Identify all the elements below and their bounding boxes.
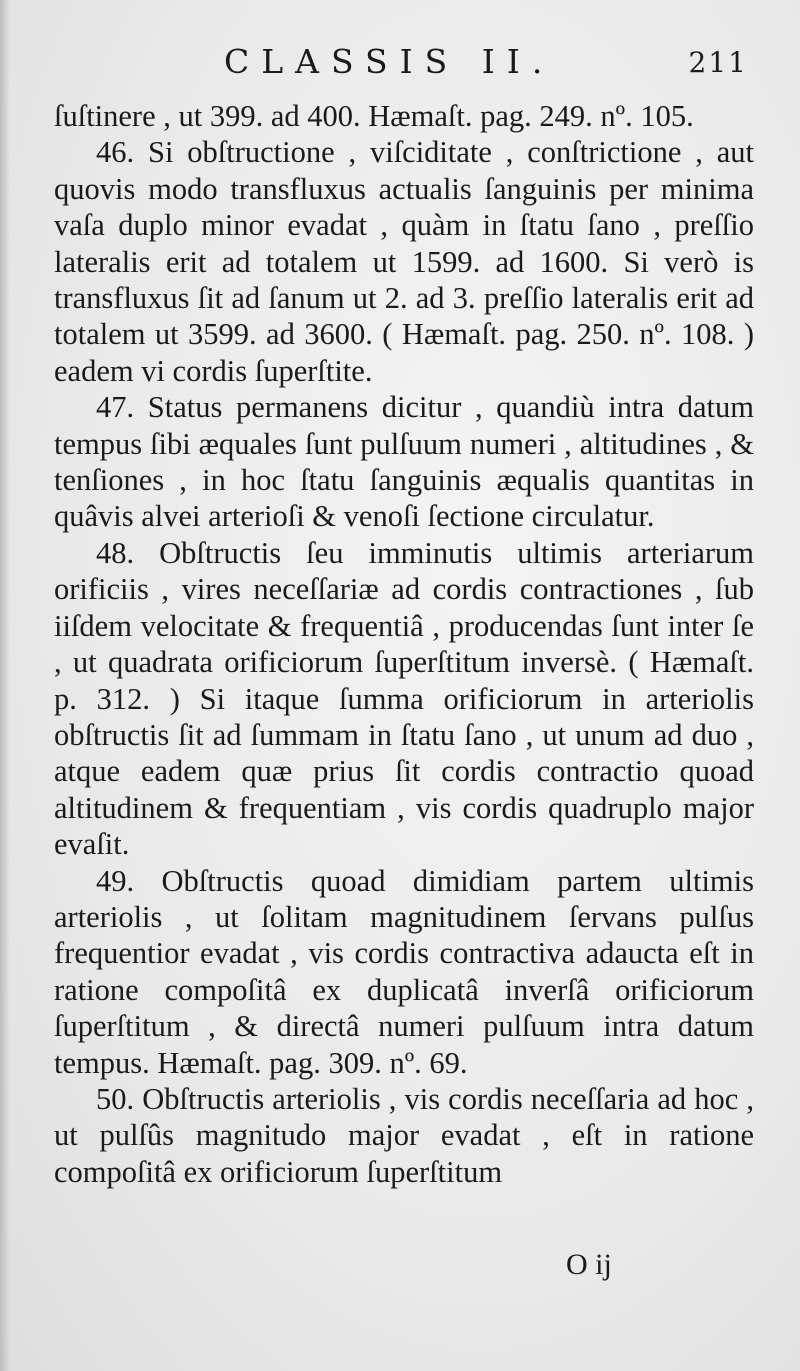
- continuation-paragraph: ſuſtinere , ut 399. ad 400. Hæmaſt. pag. 249. nº. 105.: [54, 99, 694, 133]
- running-head-title: CLASSIS II.: [224, 42, 555, 81]
- paragraph-50: 50. Obſtructis arteriolis , vis cordis neceſſaria ad hoc , ut pulſûs magnitudo major evadat , eſt in ratione compoſitâ ex orificiorum ſuperſtitum: [54, 1081, 754, 1189]
- paragraph-46: 46. Si obſtructione , viſciditate , conſtrictione , aut quovis modo transfluxus actualis ſanguinis per minima vaſa duplo minor evadat , quàm in ſtatu ſano , preſſio lateralis erit ad totalem ut 1599. ad 1600. Si verò is transfluxus ſit ad ſanum ut 2. ad 3. preſſio lateralis erit ad totalem ut 3599. ad 3600. ( Hæmaſt. pag. 250. nº. 108. ) eadem vi cordis ſuperſtite.: [54, 135, 754, 388]
- page-gutter-shadow: [0, 0, 10, 1371]
- paragraph-49: 49. Obſtructis quoad dimidiam partem ultimis arteriolis , ut ſolitam magnitudinem ſervans pulſus frequentior evadat , vis cordis contractiva adaucta eſt in ratione compoſitâ ex duplicatâ inverſâ orificiorum ſuperſtitum , & directâ numeri pulſuum intra datum tempus. Hæmaſt. pag. 309. nº. 69.: [54, 863, 754, 1080]
- page-number: 211: [688, 46, 748, 79]
- running-head: [54, 42, 754, 98]
- signature-mark: O ij: [566, 1248, 612, 1281]
- body-text: [54, 98, 754, 1190]
- paragraph-47: 47. Status permanens dicitur , quandiù intra datum tempus ſibi æquales ſunt pulſuum numeri , altitudines , & tenſiones , in hoc ſtatu ſanguinis æqualis quantitas in quâvis alvei arterioſi & venoſi ſectione circulatur.: [54, 390, 754, 534]
- paragraph-48: 48. Obſtructis ſeu imminutis ultimis arteriarum orificiis , vires neceſſariæ ad cordis contractiones , ſub iiſdem velocitate & frequentiâ , producendas ſunt inter ſe , ut quadrata orificiorum ſuperſtitum inversè. ( Hæmaſt. p. 312. ) Si itaque ſumma orificiorum in arteriolis obſtructis ſit ad ſummam in ſtatu ſano , ut unum ad duo , atque eadem quæ prius ſit cordis contractio quoad altitudinem & frequentiam , vis cordis quadruplo major evaſit.: [54, 535, 754, 862]
